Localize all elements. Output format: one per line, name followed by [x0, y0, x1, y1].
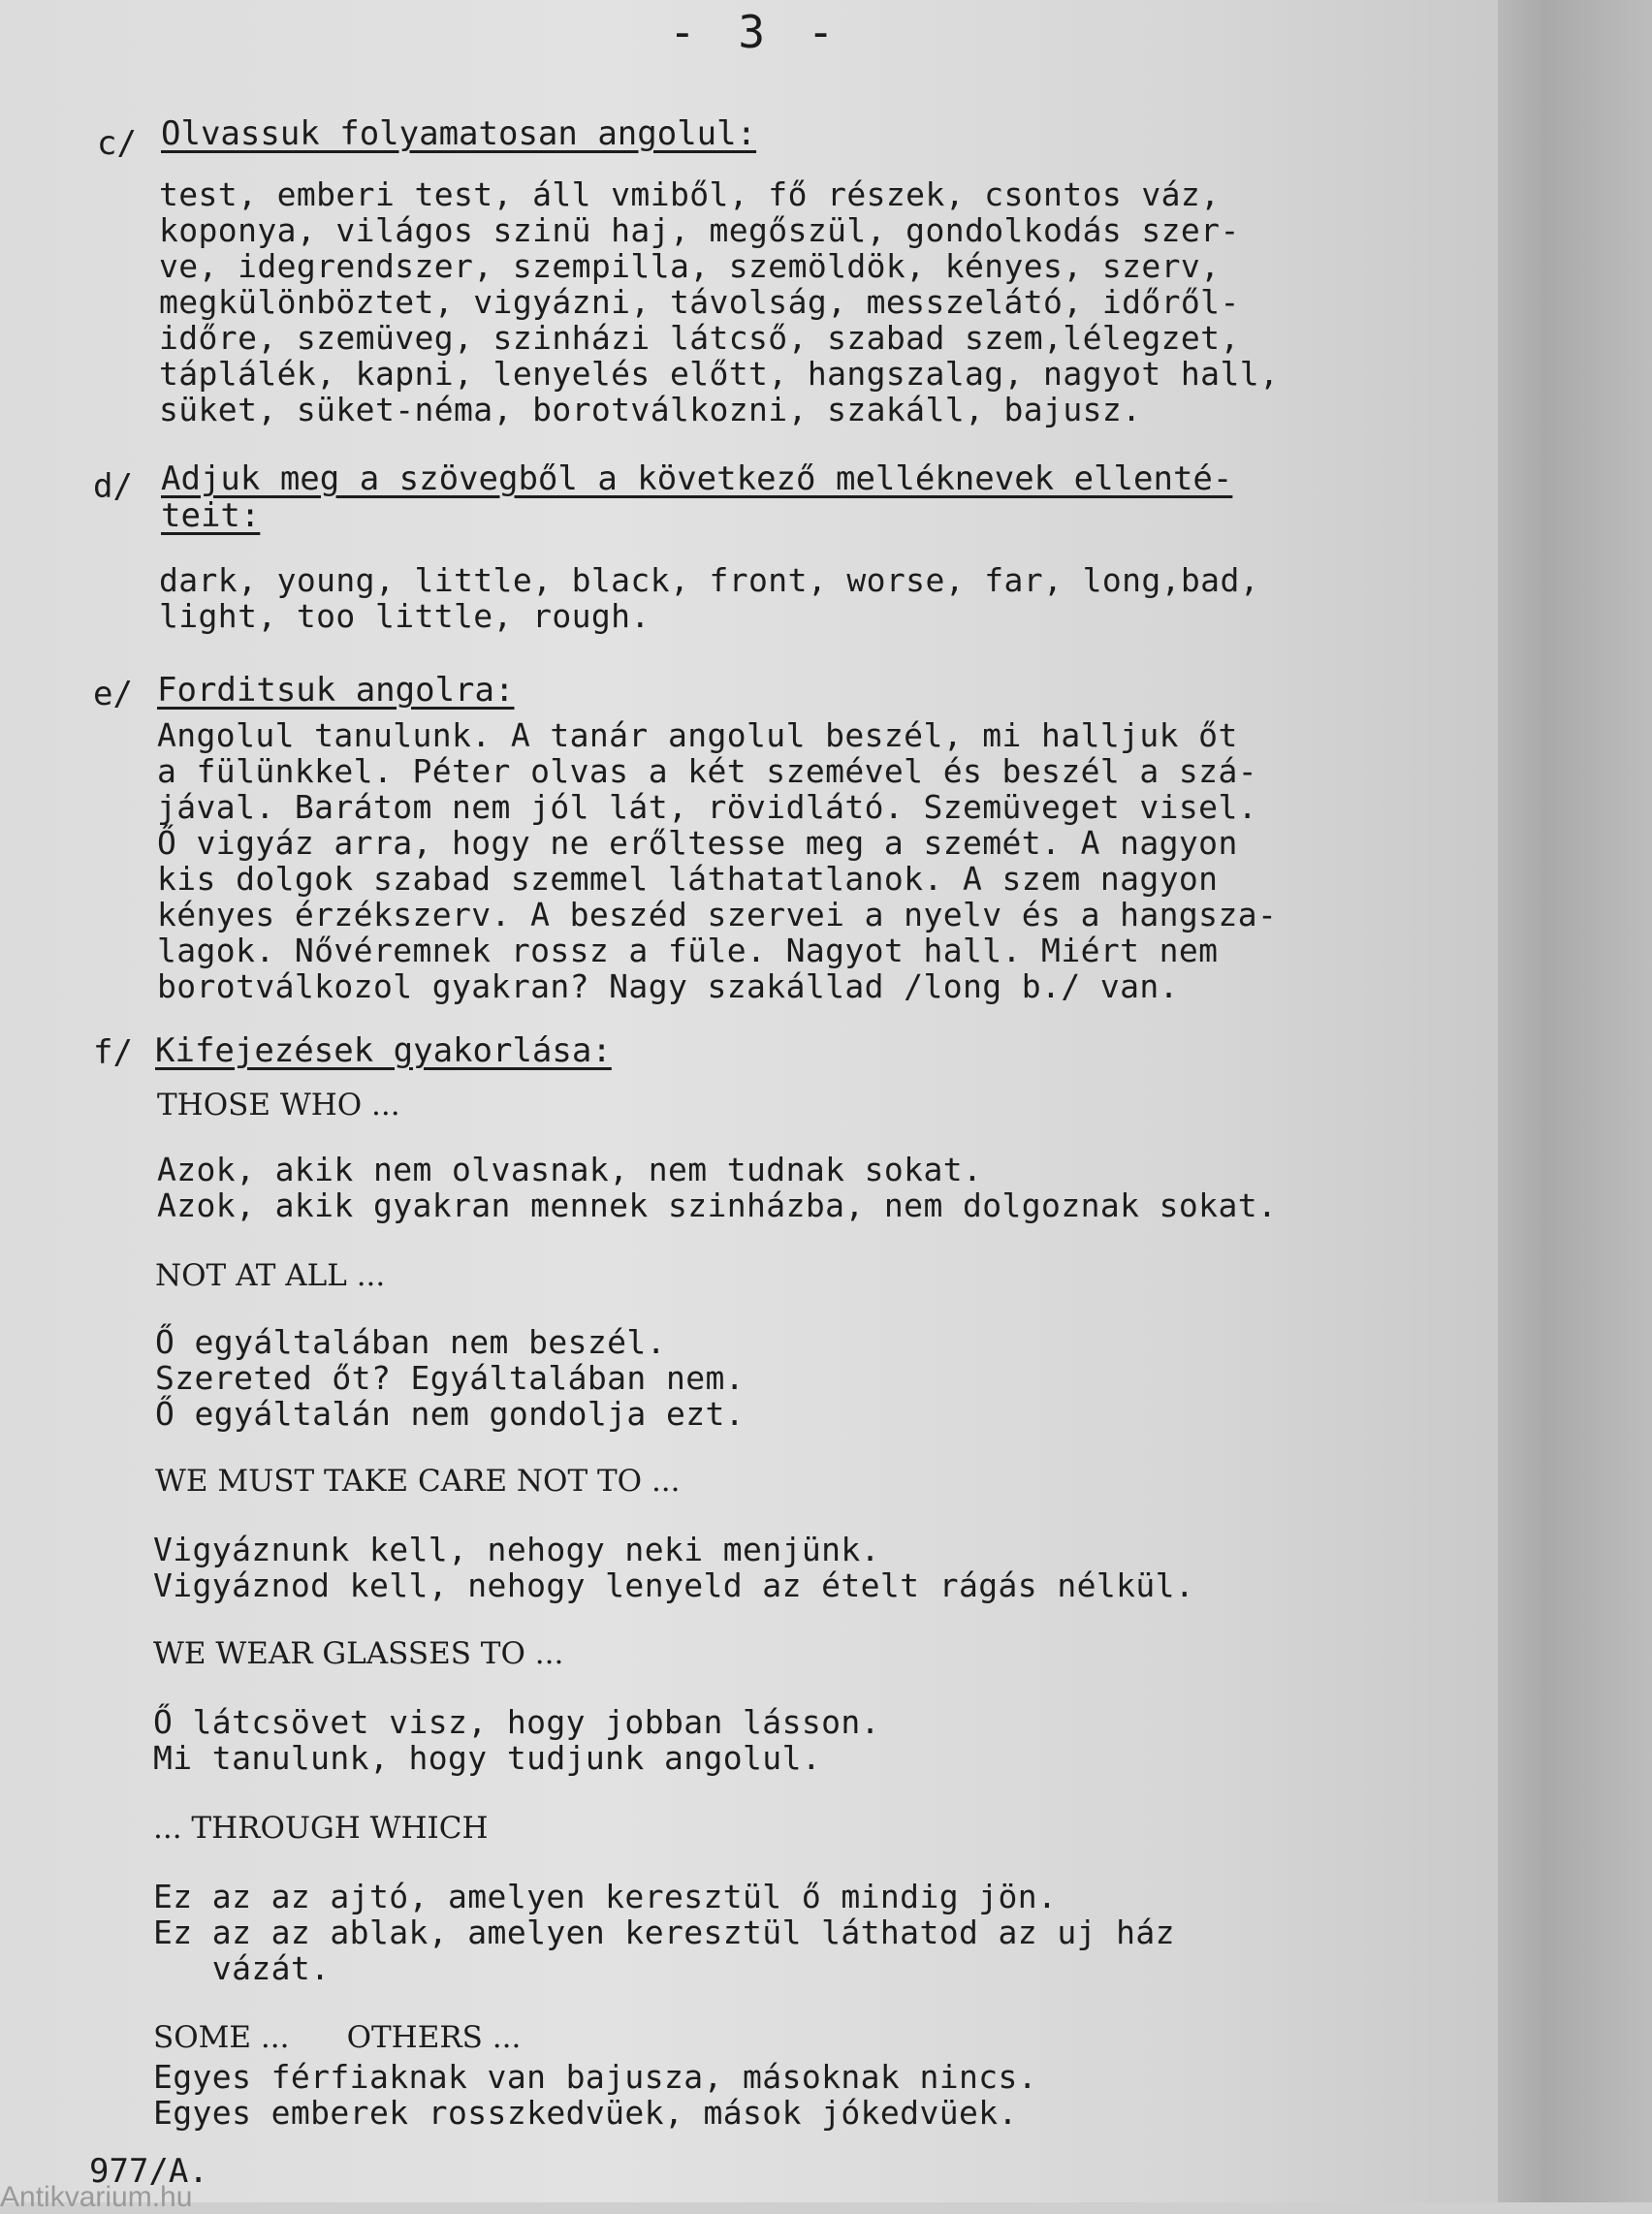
section-f-label: f/ — [93, 1033, 133, 1072]
phrase-heading-those-who: THOSE WHO ... — [157, 1088, 400, 1123]
phrase-examples-take-care: Vigyáznunk kell, nehogy neki menjünk. Vigyáznod kell, nehogy lenyeld az ételt rágás nélkül. — [153, 1531, 1195, 1604]
watermark: Antikvarium.hu — [0, 2181, 193, 2213]
footer-code: 977/A. — [89, 2152, 208, 2191]
phrase-examples-through-which: Ez az az ajtó, amelyen keresztül ő mindig jön. Ez az az ablak, amelyen keresztül láthatod az uj ház vázát. — [153, 1878, 1175, 1987]
section-c-label: c/ — [97, 124, 137, 163]
phrase-examples-wear-glasses: Ő látcsövet visz, hogy jobban lásson. Mi tanulunk, hogy tudjunk angolul. — [153, 1703, 880, 1777]
phrase-heading-wear-glasses: WE WEAR GLASSES TO ... — [153, 1636, 564, 1671]
phrase-heading-take-care: WE MUST TAKE CARE NOT TO ... — [155, 1464, 681, 1499]
section-e-label: e/ — [93, 675, 133, 713]
page-edge-shadow — [1498, 0, 1652, 2202]
phrase-examples-some-others: Egyes férfiaknak van bajusza, másoknak nincs. Egyes emberek rosszkedvüek, mások jókedvüek. — [153, 2058, 1038, 2132]
phrase-heading-not-at-all: NOT AT ALL ... — [155, 1258, 386, 1293]
phrase-heading-some-others: SOME ... OTHERS ... — [153, 2020, 522, 2055]
section-e-body: Angolul tanulunk. A tanár angolul beszél, mi halljuk őt a fülünkkel. Péter olvas a két szemével és beszél a szá- jával. Barátom nem jól lát, rövidlátó. Szemüveget visel. Ő vigyáz arra, hogy ne erőltesse meg a szemét. A nagyon kis dolgok szabad szemmel láthatatlanok. A szem nagyon kényes érzékszerv. A beszéd szervei a nyelv és a hangsza- lagok. Nővéremnek rossz a füle. Nagyot hall. Miért nem borotválkozol gyakran? Nagy szakállad /long b./ van. — [157, 716, 1278, 1005]
page-number: - 3 - — [669, 6, 842, 58]
section-d-body: dark, young, little, black, front, worse, far, long,bad, light, too little, rough. — [159, 561, 1259, 635]
section-d-title-line2: teit: — [161, 496, 261, 535]
section-d-title-line1: Adjuk meg a szövegből a következő melléknevek ellenté- — [161, 459, 1233, 498]
section-c-body: test, emberi test, áll vmiből, fő részek, csontos váz, koponya, világos szinü haj, megőszül, gondolkodás szer- ve, idegrendszer, szempilla, szemöldök, kényes, szerv, megkülönböztet, vigyázni, távolság, messzelátó, időről- időre, szemüveg, szinházi látcső, szabad szem,lélegzet, táplálék, kapni, lenyelés előtt, hangszalag, nagyot hall, süket, süket-néma, borotválkozni, szakáll, bajusz. — [159, 175, 1280, 428]
section-f-title: Kifejezések gyakorlása: — [155, 1031, 612, 1070]
phrase-heading-through-which: ... THROUGH WHICH — [153, 1811, 489, 1846]
phrase-examples-those-who: Azok, akik nem olvasnak, nem tudnak sokat. Azok, akik gyakran mennek szinházba, nem dolgoznak sokat. — [157, 1151, 1278, 1224]
section-e-title: Forditsuk angolra: — [157, 671, 515, 710]
phrase-examples-not-at-all: Ő egyáltalában nem beszél. Szereted őt? Egyáltalában nem. Ő egyáltalán nem gondolja ezt. — [155, 1323, 746, 1433]
section-d-label: d/ — [93, 467, 133, 506]
section-c-title: Olvassuk folyamatosan angolul: — [161, 114, 757, 153]
